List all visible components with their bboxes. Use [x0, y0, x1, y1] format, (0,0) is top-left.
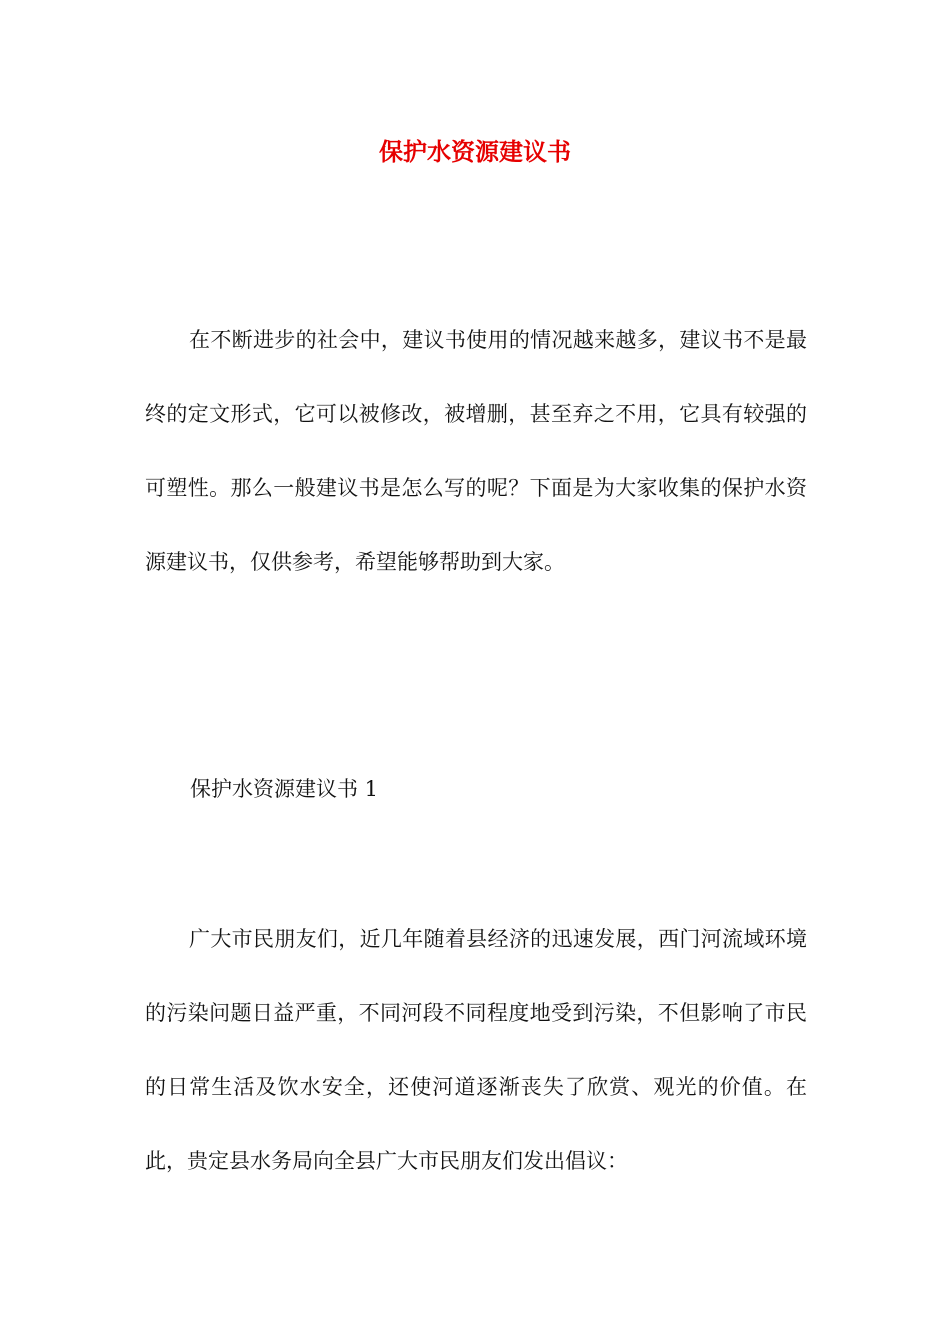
document-title: 保护水资源建议书 — [379, 137, 571, 166]
intro-paragraph: 在不断进步的社会中，建议书使用的情况越来越多，建议书不是最终的定文形式，它可以被修改，被增删，甚至弃之不用，它具有较强的可塑性。那么一般建议书是怎么写的呢？下面是为大家收集的保护水资源建议书，仅供参考，希望能够帮助到大家。 — [145, 328, 807, 574]
body-paragraph: 广大市民朋友们，近几年随着县经济的迅速发展，西门河流域环境的污染问题日益严重，不同河段不同程度地受到污染，不但影响了市民的日常生活及饮水安全，还使河道逐渐丧失了欣赏、观光的价值。在此，贵定县水务局向全县广大市民朋友们发出倡议： — [145, 927, 807, 1173]
section-heading: 保护水资源建议书 1 — [190, 777, 379, 801]
